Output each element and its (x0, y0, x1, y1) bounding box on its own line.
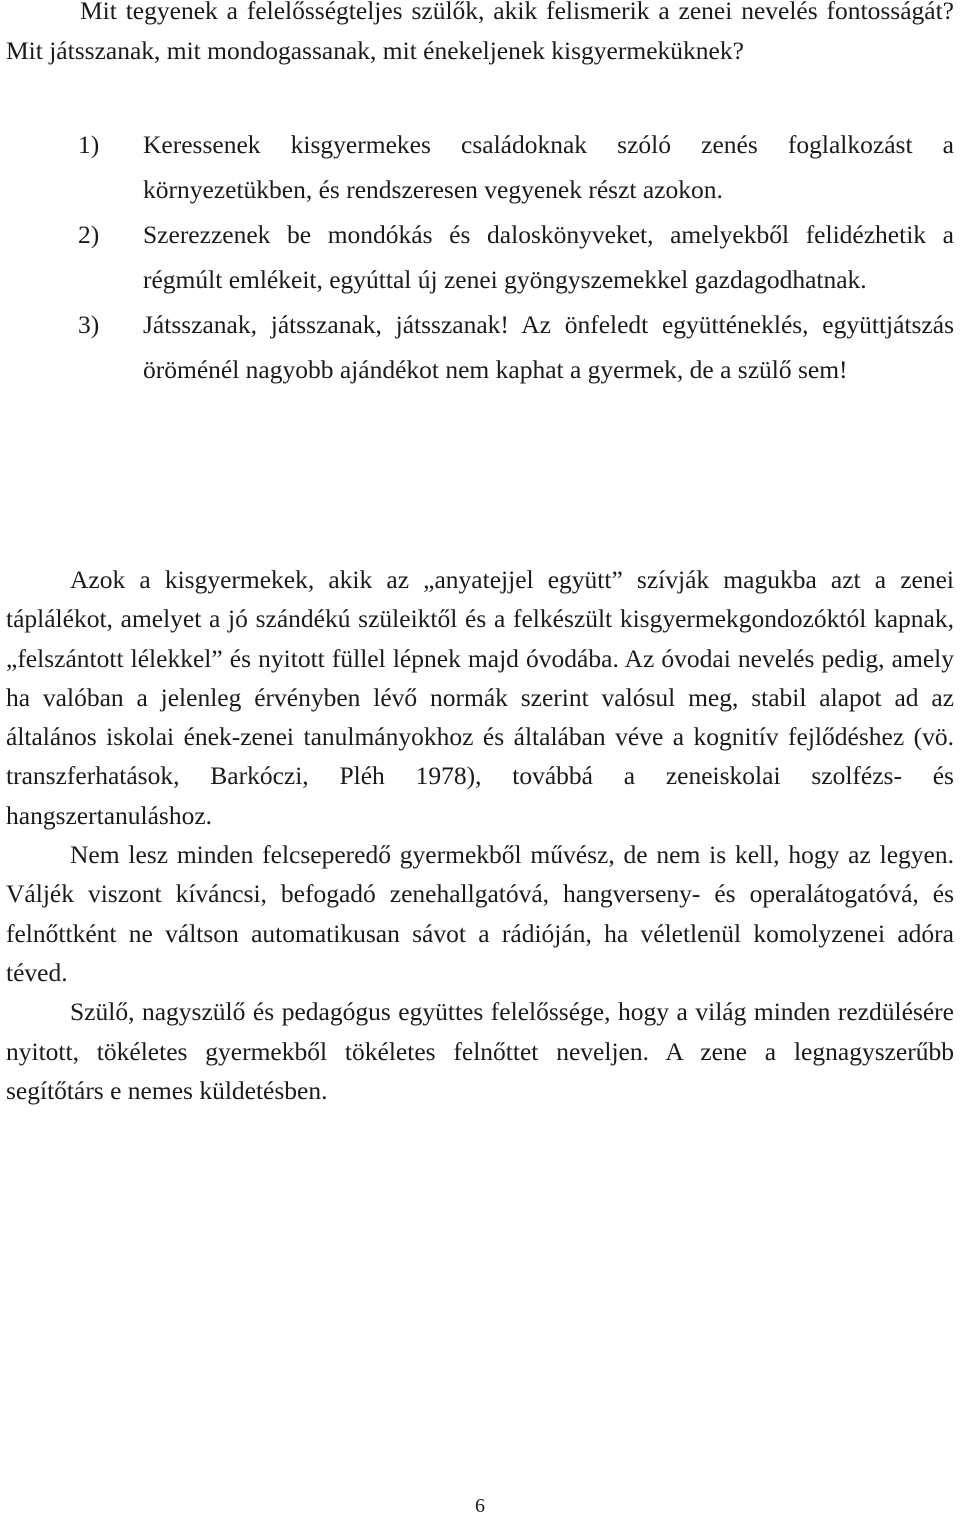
numbered-list (6, 122, 954, 392)
body-text (6, 560, 954, 1110)
page-number: 6 (475, 1495, 485, 1517)
paragraph: Azok a kisgyermekek, akik az „anyatejjel együtt” szívják magukba azt a zenei táplálékot, amelyet a jó szándékú szüleiktől és a felkészült kisgyermekgondozóktól kapnak, „felszántott lélekkel” és nyitott füllel lépnek majd óvodába. Az óvodai nevelés pedig, amely ha valóban a jelenleg érvényben lévő normák szerint valósul meg, stabil alapot ad az általános iskolai ének-zenei tanulmányokhoz és általában véve a kognitív fejlődéshez (vö. transzferhatások, Barkóczi, Pléh 1978), továbbá a zeneiskolai szolfézs- és hangszertanuláshoz. (6, 565, 954, 830)
list-item (6, 122, 954, 212)
list-item (6, 302, 954, 392)
paragraph: Szülő, nagyszülő és pedagógus együttes felelőssége, hogy a világ minden rezdülésére nyitott, tökéletes gyermekből tökéletes felnőttet neveljen. A zene a legnagyszerűbb segítőtárs e nemes küldetésben. (6, 997, 954, 1105)
intro-paragraph: Mit tegyenek a felelősségteljes szülők, akik felismerik a zenei nevelés fontosságát? Mit játsszanak, mit mondogassanak, mit énekeljenek kisgyermeküknek? (6, 0, 954, 65)
paragraph: Nem lesz minden felcseperedő gyermekből művész, de nem is kell, hogy az legyen. Váljék viszont kíváncsi, befogadó zenehallgatóvá, hangverseny- és operalátogatóvá, és felnőttként ne váltson automatikusan sávot a rádióján, ha véletlenül komolyzenei adóra téved. (6, 840, 954, 987)
list-item-text: Szerezzenek be mondókás és daloskönyveket, amelyekből felidézhetik a régmúlt emlékeit, egyúttal új zenei gyöngyszemekkel gazdagodhatnak. (143, 220, 954, 294)
list-item-text: Keressenek kisgyermekes családoknak szóló zenés foglalkozást a környezetükben, és rendszeresen vegyenek részt azokon. (143, 130, 954, 204)
list-item-number: 3) (78, 310, 100, 339)
list-item (6, 212, 954, 302)
list-item-text: Játsszanak, játsszanak, játsszanak! Az önfeledt együtténeklés, együttjátszás öröménél nagyobb ajándékot nem kaphat a gyermek, de a szülő sem! (143, 310, 954, 384)
list-item-number: 2) (78, 220, 100, 249)
list-item-number: 1) (78, 130, 100, 159)
